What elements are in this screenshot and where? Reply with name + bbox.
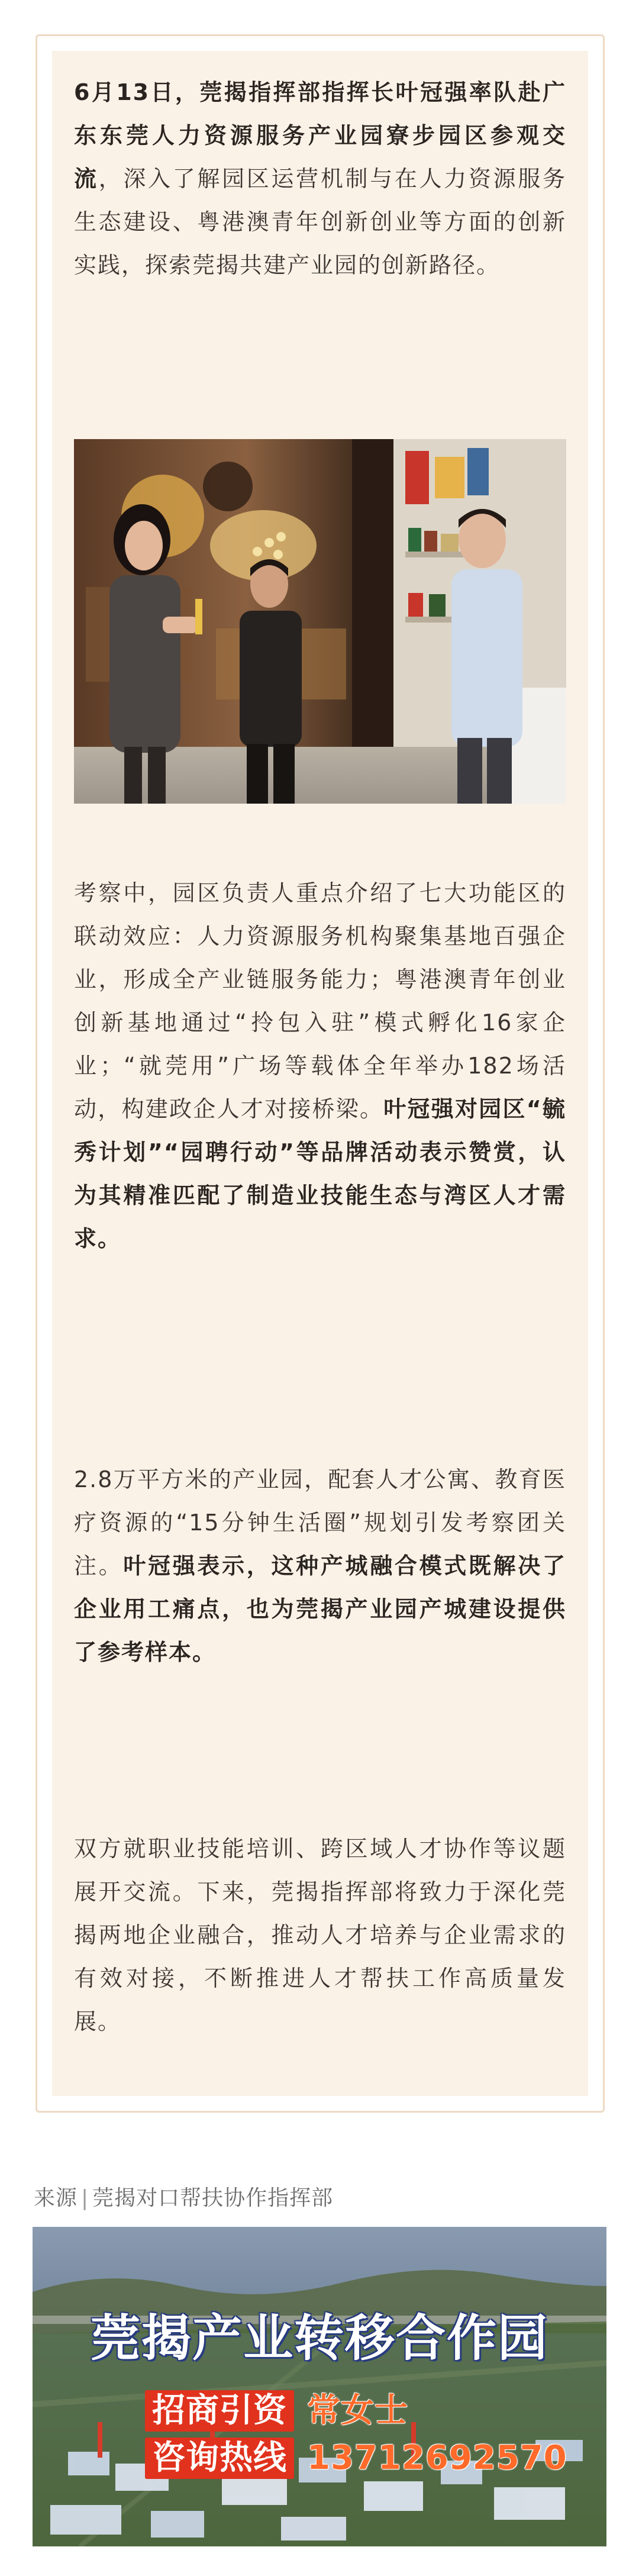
- aerial-view-illustration: [33, 2227, 606, 2546]
- banner-investment-row: [145, 2390, 408, 2432]
- hotline-label: 咨询热线: [145, 2438, 294, 2479]
- source-separator: |: [81, 2186, 89, 2210]
- investment-label: 招商引资: [145, 2390, 294, 2432]
- source-line: [34, 2185, 333, 2211]
- article-paragraph-2-bold: 叶冠强对园区“毓秀计划”“园聘行动”等品牌活动表示赞赏，认为其精准匹配了制造业技能生态与湾区人才需求。: [74, 1096, 566, 1252]
- article-paragraph-1: [74, 71, 566, 287]
- article-lead-rest: ，深入了解园区运营机制与在人力资源服务生态建设、粤港澳青年创新创业等方面的创新实践，探索莞揭共建产业园的创新路径。: [74, 166, 566, 278]
- article-lead-bold: 莞揭指挥部指挥长叶冠强率队赴广东东莞人力资源服务产业园寮步园区参观交流: [74, 79, 566, 192]
- visit-photo: [74, 439, 566, 804]
- investment-contact: 常女士: [307, 2391, 408, 2430]
- article-paragraph-2-text: 考察中，园区负责人重点介绍了七大功能区的联动效应：人力资源服务机构聚集基地百强企业，形成全产业链服务能力；粤港澳青年创业创新基地通过“拎包入驻”模式孵化16家企业；“就莞用”广场等载体全年举办182场活动，构建政企人才对接桥梁。: [74, 880, 566, 1122]
- source-name: 莞揭对口帮扶协作指挥部: [92, 2186, 334, 2210]
- article-paragraph-3-text: 2.8万平方米的产业园，配套人才公寓、教育医疗资源的“15分钟生活圈”规划引发考察团关注。: [74, 1466, 566, 1579]
- hotline-number[interactable]: 13712692570: [307, 2439, 567, 2477]
- article-paragraph-4-text: 双方就职业技能培训、跨区域人才协作等议题展开交流。下来，莞揭指挥部将致力于深化莞揭两地企业融合，推动人才培养与企业需求的有效对接，不断推进人才帮扶工作高质量发展。: [74, 1836, 566, 2035]
- article-paragraph-3: [74, 1458, 566, 1674]
- banner-title: 莞揭产业转移合作园: [90, 2309, 548, 2367]
- article-paragraph-4: [74, 1827, 566, 2043]
- promo-banner[interactable]: [33, 2227, 606, 2546]
- article-paragraph-2: [74, 872, 566, 1260]
- source-label: 来源: [34, 2186, 78, 2210]
- banner-hotline-row: [145, 2438, 567, 2479]
- article-paragraph-3-bold: 叶冠强表示，这种产城融合模式既解决了企业用工痛点，也为莞揭产业园产城建设提供了参考样本。: [74, 1553, 566, 1665]
- article-date: 6月13日，: [74, 79, 200, 105]
